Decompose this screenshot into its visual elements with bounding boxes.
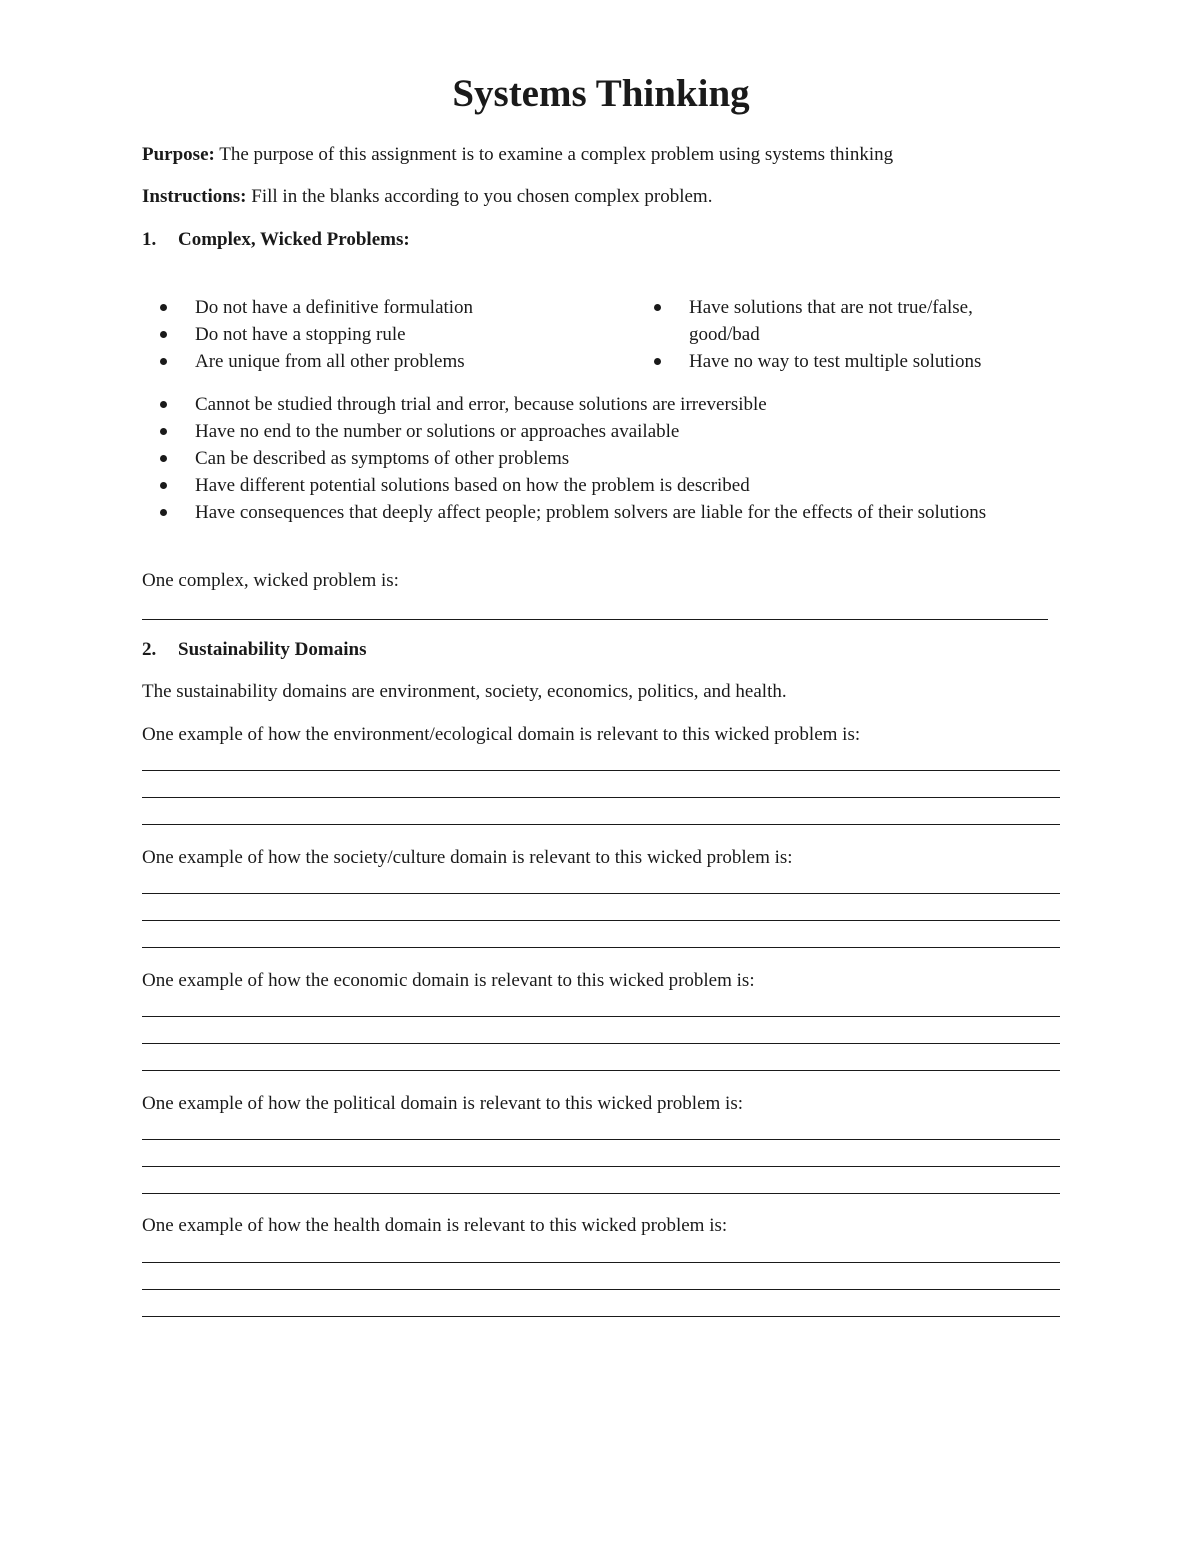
prompt-society: One example of how the society/culture domain is relevant to this wicked problem is: [142,847,793,868]
bullet-icon [160,331,167,338]
bullet-list-left [142,294,622,375]
answer-line-society-2[interactable] [142,920,1060,921]
section-2-heading [142,638,366,662]
answer-line-society-3[interactable] [142,947,1060,948]
instructions-paragraph [142,185,712,209]
answer-line-health-2[interactable] [142,1289,1060,1290]
list-item: Have consequences that deeply affect people; problem solvers are liable for the effects of their solutions [142,499,1042,526]
section-1-title: Complex, Wicked Problems: [178,229,410,250]
page-title: Systems Thinking [452,72,750,115]
list-item: Cannot be studied through trial and error, because solutions are irreversible [142,391,1042,418]
prompt-environment: One example of how the environment/ecological domain is relevant to this wicked problem is: [142,724,861,745]
prompt-political: One example of how the political domain is relevant to this wicked problem is: [142,1093,743,1114]
section-2-title: Sustainability Domains [178,639,367,660]
list-item: Do not have a definitive formulation [142,294,622,321]
list-item: Can be described as symptoms of other problems [142,445,1042,472]
answer-line-political-2[interactable] [142,1166,1060,1167]
prompt-health: One example of how the health domain is relevant to this wicked problem is: [142,1215,728,1236]
purpose-label: Purpose: [142,144,215,165]
answer-line-problem[interactable] [142,619,1048,620]
bullet-list-right [636,294,1036,375]
answer-line-health-1[interactable] [142,1262,1060,1263]
purpose-text: The purpose of this assignment is to examine a complex problem using systems thinking [214,144,894,165]
answer-line-economic-3[interactable] [142,1070,1060,1071]
bullet-list-full [142,391,1042,526]
instructions-text: Fill in the blanks according to you chosen complex problem. [246,186,713,207]
list-item: Are unique from all other problems [142,348,622,375]
bullet-icon [654,304,661,311]
list-item: Have no way to test multiple solutions [636,348,1036,375]
list-item: Have solutions that are not true/false, good/bad [636,294,1036,348]
bullet-icon [160,509,167,516]
answer-line-society-1[interactable] [142,893,1060,894]
answer-line-economic-1[interactable] [142,1016,1060,1017]
section-1-heading [142,228,410,252]
instructions-label: Instructions: [142,186,247,207]
answer-line-environment-1[interactable] [142,770,1060,771]
purpose-paragraph [142,143,893,167]
bullet-icon [160,455,167,462]
section-1-prompt: One complex, wicked problem is: [142,570,399,591]
bullet-icon [654,358,661,365]
answer-line-political-1[interactable] [142,1139,1060,1140]
list-item: Have different potential solutions based on how the problem is described [142,472,1042,499]
bullet-icon [160,358,167,365]
bullet-icon [160,401,167,408]
answer-line-health-3[interactable] [142,1316,1060,1317]
list-item: Do not have a stopping rule [142,321,622,348]
answer-line-economic-2[interactable] [142,1043,1060,1044]
bullet-icon [160,482,167,489]
bullet-icon [160,428,167,435]
answer-line-environment-3[interactable] [142,824,1060,825]
section-1-number: 1. [142,229,157,250]
answer-line-environment-2[interactable] [142,797,1060,798]
answer-line-political-3[interactable] [142,1193,1060,1194]
list-item: Have no end to the number or solutions or approaches available [142,418,1042,445]
section-2-intro: The sustainability domains are environment, society, economics, politics, and health. [142,681,787,702]
bullet-icon [160,304,167,311]
prompt-economic: One example of how the economic domain is relevant to this wicked problem is: [142,970,755,991]
section-2-number: 2. [142,639,157,660]
